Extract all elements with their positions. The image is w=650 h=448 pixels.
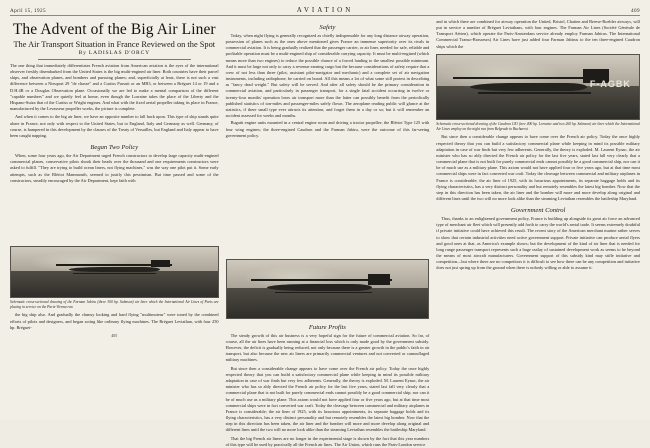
column-3: [436, 19, 640, 419]
section-heading: Began Two Policy: [90, 144, 139, 152]
article-byline: By LADISLAS D'ORCY: [78, 50, 150, 56]
paragraph: When, some four years ago, the Air Department urged French constructors to develop large capacity multi-engined commercial planes, conservative pilots shook their heads over the thousand and one requirements constructors were asked to fulfill. "They are trying to build ocean liners, not flying machines," was the way one pilot put it. Some early attempts, such as the Blériot Mammouth, seemed to justify this pessimism. But time passed and some of the constructors, steadily encouraged by the Air Department, kept faith with: [10, 153, 219, 183]
paragraph: Today, when night flying is generally recognized as chiefly indispensable for any long distance airway operation, possession of planes such as the ones above mentioned gives France an immense superiority over its rivals in commercial aviation. It is being gradually realized that the passenger carrier, or air liner, needed for safe, reliable and profitable operation must be a multi-engined ship of considerable carrying capacity. It must be multi-engined (which means more than two engines) to reduce the possible chance of a forced landing to the smallest possible minimum. And it must be large not only to carry a revenue earning cargo but the because considerations of safety require that a crew of not less than three (pilot, assistant pilot-navigator and mechanic) and a complete set of air navigation instruments, including radiophone, be carried on board. All this means a lot of what some still protest in describing as "fancy dead weight." But safety will be served. And after all safety should be the primary consideration in commercial aviation, and particularly in passenger transport, for a single fatal accident occurring in twelve or twenty-four months' operation loses air transport more than the latter can possibly benefit from the periodically published statistics of ton-miles and passenger-miles safely flown. The aeroplane reading public will glance at the statistics, if there small type ever attracts its attention, and forget them in a day or so; but it will remember an accident assessed for weeks and months.: [225, 33, 430, 119]
figure-airliner-photo-2: [226, 259, 430, 319]
figure-farman-jabiru-photo: [10, 246, 219, 298]
paragraph: But since then a considerable change appears to have come over the French air policy. Today the once highly respected theory that you can build a satisfactory commercial plane while keeping in mind its possible military adaptation in case of war finds but very few adherents. Generally, the theory is exploded. M. Laurent Eynac, the air minister who has so ably directed the French air policy for the last five years, stated last fall very clearly that a commercial plane that is not built for purely commercial ends cannot possibly be a good commercial ship, nor can it be of much use as a military plane. This axiom would not have applied four or five years ago, but at that time most commercial ships were in fact converted war craft. Today the cleavage between commercial and military airplanes in France is considerable; the air liner of 1925, with its luxurious appointments, its separate baggage holds and its flying characteristics, has a very distinct personality and but remotely resembles the latest big bomber. Now that the step in this direction has been taken, the air liner and the bomber will more and more develop along original and different lines until the two will no more look alike than the steaming Leviathan resembles the battleship Maryland.: [436, 134, 640, 201]
article-columns: [10, 19, 640, 447]
column-1: [10, 19, 219, 419]
paragraph: That the big French air liners are no longer in the experimental stage is shown by the fact that this year numbers of this type will be used by practically all the French air lines. The Air Union, which runs the Paris-London service: [225, 435, 430, 447]
page-title: The Advent of the Big Air Liner: [12, 21, 216, 38]
issue-date: April 15, 1925: [10, 8, 47, 14]
page-number: 409: [631, 8, 640, 14]
paragraph: the big ship also. And gradually the clumsy looking and hard flying "multimoteur" were toned by the combined efforts of pilots and designers, and began acting like ordinary flying machines. The Bréguet Leviathan, with four 250 hp. Bréguet-: [10, 312, 219, 330]
paragraph: and in which there are combined for airway operation the United, Bristol, Chatten and Breese-Roebler airways, will put in service a number of Bréguet Leviathans, with four engines. The Farman Air Lines (Société Générale de Transport Aérien), which operate the Paris-Amsterdam service already employ Farman Jabirus. The International Commercial Transo-Brasseurs) Air Lines have just added four Farman Jabirus to the ten three-engined Caudron ships which the: [436, 19, 640, 49]
publication-name: AVIATION: [296, 6, 354, 14]
footer-page-number: 405: [111, 333, 118, 339]
paragraph: The one thing that immediately differentiates French aviation from American aviation is the eyes of the international observer freshly disembarked from the United States is the big multi-engined air liner. Both countries have their parcel ships, and observation planes, and bombers and pursuing planes; and, superficially at least, there is not such a vast difference between a Nieuport 29 "de chasse" and a Curtiss Pursuit or an MB3, or between a Bréguet 14 or 19 and a D.H.4B or a Douglas Observation plane. Occasionally we are led to make a mental comparison of the different "capable numbers" and we quietly feel at home, even though the Lorraine takes the place of the Liberty and the Hispano-Suiza that of the Curtiss or Wright engines. And what with the fixed aerial propeller taking its place in France, manufactured by the Levasseur propeller works, the picture is complete.: [10, 63, 219, 112]
figure-caudron-c61-photo: [436, 54, 640, 120]
column-2: [225, 19, 430, 447]
section-heading: Future Profits: [308, 323, 346, 331]
aircraft-registration: F-AGBK: [589, 79, 631, 90]
paragraph: Bugatti engine units mounted in a central engine room and driving a tractor propeller; the Blériot Type 125 with four wing engines; the three-engined Caudron and the Farman Jabiru, were the outcome of this far-seeing government policy.: [225, 120, 430, 138]
section-heading: Government Control: [510, 207, 566, 215]
article-subhead: The Air Transport Situation in France Reviewed on the Spot: [13, 40, 216, 49]
figure-caption: Schematic cross-sectional drawing of the Farman Jabiru (three 300 hp. Salmson) air liner which the International Air Lines of Paris are placing in service on the Paris-Vienna run: [10, 299, 219, 309]
paragraph: And when it comes to the big air liner, we have an opposite number to fall back upon. This type of ship stands quite alone in France, not only with respect to the United States, but to England, Italy and Germany as well. Germany, of course, is hampered in this development by the clauses of the Treaty of Versailles, but England and Italy appear to have been caught napping.: [10, 114, 219, 138]
paragraph: The steady growth of this air business is a very hopeful sign for the future of commercial aviation. So far, of course, all the air lines have been running at a financial loss which is only made good by the government subsidy. However, the deficit is gradually being reduced, not only because there is a greater growth in the public's faith in air transport, but also because the new air liners are primarily commercial ventures and not converted or camouflaged military machines.: [225, 332, 430, 363]
paragraph: Thus, thanks to an enlightened government policy, France is building up alongside its great air force an advanced type of merchant air fleet which will presently add forth to carry the world's aerial trade. It seems extremely doubtful if private initiative could have achieved this result. The recent story of the American merchant marine rather serves to show that certain industrial activities need active government support. Private initiative can produce aerial flyers and good ones at that, as America's example shows; but the development of the kind of air liner that is needed for long range passenger transport represents such a huge outlay of sustained development work as seems to be beyond the means of most aircraft manufacturers. Government support of this subsidy kind may stifle initiative and competition—but where there are no competitors it is difficult to see how there can be any competition and initiative does not just spring up from the ground when there is nobody willing or able to assume it.: [436, 216, 640, 271]
figure-caption: Schematic cross-sectional drawing of the Caudron C81 (tree 400 hp. Lorraine and two 260 hp. Salmson) air liner which the International Air Lines employ on the night run from Belgrade to Bucharest: [436, 121, 640, 131]
paragraph: But since then a considerable change appears to have come over the French air policy. Today the once highly respected theory that you can build a satisfactory commercial plane while keeping in mind its possible military adaptation in case of war finds but very few adherents. Generally, the theory is exploded. M. Laurent Eynac, the air minister who has so ably directed the French air policy for the last five years, stated last fall very clearly that a commercial plane that is not built for purely commercial ends cannot possibly be a good commercial ship, nor can it be of much use as a military plane. This axiom would not have applied four or five years ago, but at that time most commercial ships were in fact converted war craft. Today the cleavage between commercial and military airplanes in France is considerable; the air liner of 1925, with its luxurious appointments, its separate baggage holds and its flying characteristics, has a very distinct personality and but remotely resembles the latest big bomber. Now that the step in this direction has been taken, the air liner and the bomber will more and more develop along original and different lines until the two will no more look alike than the steaming Leviathan resembles the battleship Maryland.: [225, 365, 430, 433]
section-heading: Safety: [319, 24, 336, 31]
divider-rule: [38, 59, 191, 60]
running-head: [10, 6, 640, 16]
